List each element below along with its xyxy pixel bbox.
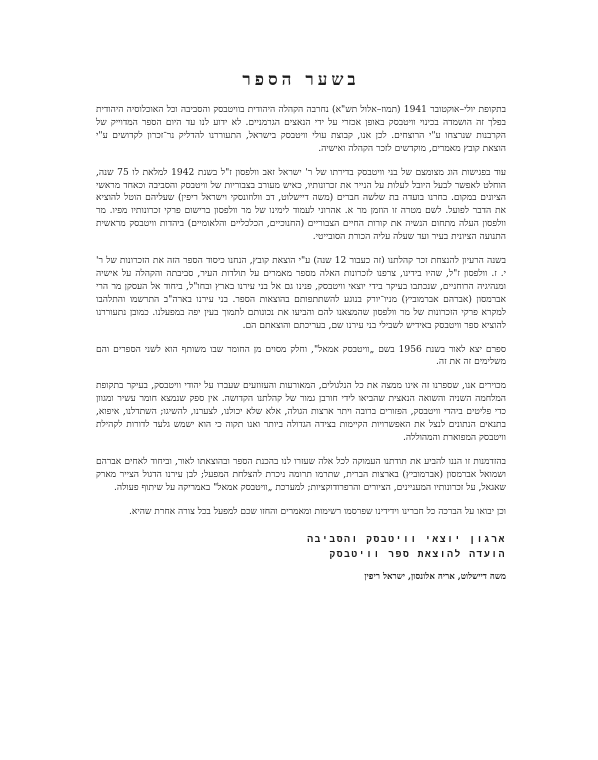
page-title: בשער הספר — [242, 70, 360, 90]
paragraph-2: עוד בפגישות הוג מצומצם של בני וויטבסק בדירתו של ר' ישראל זאב וולפסון ז"ל בשנת 1942 למלאת לו 75 שנה, הוחלט לאפשר לבעל היובל לעלות על הנייר את זכרונותיו, כאיש מעורב בצבוריות של וויטבסק והסביבה וכאחד מראשי הציונים במקום. בחרנו בועדה בת שלשה חברים (משה דיישלוט, דב וולוזונסקי וישראל ריפין) שעליהם הוטל להוציא את הדבר לפועל. לשם מטרה זו הוזמן מר א. אהרוני לעמוד לימינו של מר וולפסון ברישום פרקי זכרונותיו מפיו. מר וולפסון העלה מתחום הנשיה את קורות החיים הצבוריים (החנוכיים, הכלכליים והלאומיים) ביהדות וויטבסק מראשית התנועה הציונית בעיר ועד שעלה עליה הכורת הסובייטי. — [96, 167, 506, 243]
paragraph-1: בתקופת יולי–אוקטובר 1941 (תמוז–אלול תש"א) נחרבה הקהלה היהודית בוויטבסק והסביבה וכל האוכלוסיה היהודית בפלך זה הושמדה בכינוי וויטבסק באופן אכזרי על ידי הנאצים הגרמניים. לא ידוע לנו עד היום הספר המדוייק של הקרבנות שנרצחו ע"י הרוצחים. לכן אנו, קבוצת עולי וויטבסק בישראל, התעוררנו להדליק נר־זכרון לקדושים ע"י הוצאת קובץ מאמרים, מוקדשים לזכר הקהלה ואישיה. — [96, 105, 506, 154]
signature-block — [96, 532, 506, 582]
signatory-names: משה דיישלוט, אריה אלונסון, ישראל ריפין — [364, 572, 506, 583]
paragraph-7: וכן יבואו על הברכה כל חברינו וידידינו שפרסמו רשימות ומאמרים והחזו שכם למפעל בכל צורה אחרת שהיא. — [129, 506, 506, 517]
paragraph-6: בהזדמנות זו הננו להביע את תודתנו העמוקה לכל אלה שעזרו לנו בהכנת הספר ובהוצאתו לאור, וביחוד לאחים אברהם ושמואל אברמסון (אברמוביץ) בארצות הברית, שתרמו תרומה ניכרת להצלחת המפעל; לבן עירנו הדגול הצייר מארק שאגאל, על זכרונותיו המעניינים, הציורים והרפרודוקציות; למערכת „וויטבסק אמאל" באמריקה על שיתוף פעולה. — [96, 456, 506, 493]
paragraph-3: בשנה הרעיון להנצחת זכר קהלתנו (זה כעבור 12 שנה) ע"י הוצאת קובץ, הנחנו כיסוד הספר הזה את הזכרונות של ר' י. ז. וולפסון ז"ל, שהיו בידינו, צרפנו לזכרונות האלה מספר מאמרים על תולדות העיר, סביבתה והקהלה על אישיה ומנהיגיה הרוחניים, שנכתבו בעיקר בידי יוצאי וויטבסק, פנינו גם אל בני עירנו בארץ ובחו"ל, ביחוד אל העסקן מר הרי אברמסון (אברהם אברמוביץ) מניו־יורק בנוגע להשתתפותם בהוצאות הספר. בני עירנו בארה"ב התרשמו והתלהבו למקרא פרקי הזכרונות של מר וולפסון שהמצאנו להם והביעו את נכונותם לתמוך בעין יפה במפעלנו. כמובן נתעוררנו להוציא ספר וויטבסק באידיש לשבילי בני עירנו שם, בעריכתם והוצאתם הם. — [96, 256, 506, 331]
organization-name: ארגון יוצאי וויטבסק והסביבה — [307, 534, 506, 546]
paragraph-4: ספרם יצא לאור בשנת 1956 בשם „וויטבסק אמאל", וחלק מסוים מן החומר שבו משותף הוא לשני הספרים והם משלימים זה את זה. — [96, 344, 506, 368]
paragraph-5: מכוירים אנו, שספרנו זה אינו ממצה את כל הנלגולים, המאורעות והעזוזעים שעברו על יהודי וויטבסק, בעיקר בתקופת המלחמה השניה והשואה הנאצית שהביאו לידי חורבן גמור של קהלתנו הקדושה. אין ספק שנמצא חומר עשיר ומגוון כדי פליטים ביהדי וויטבסק, הפזורים ברובה ויתר ארצות הגולה, אלא שלא יכולנו, לצערנו, להשיגו; השתדלנו, איפוא, בתנאים הנתונים לנצל את האפשרויות הקיימות בצידה הגדולה ביותר ואנו תקוה כי הוא ישמש גלעד לדורות לקהילת וויטבסק המפוארת והמהוללה. — [96, 381, 506, 443]
committee-name: הועדה להוצאת ספר וויטבסק — [329, 549, 506, 561]
